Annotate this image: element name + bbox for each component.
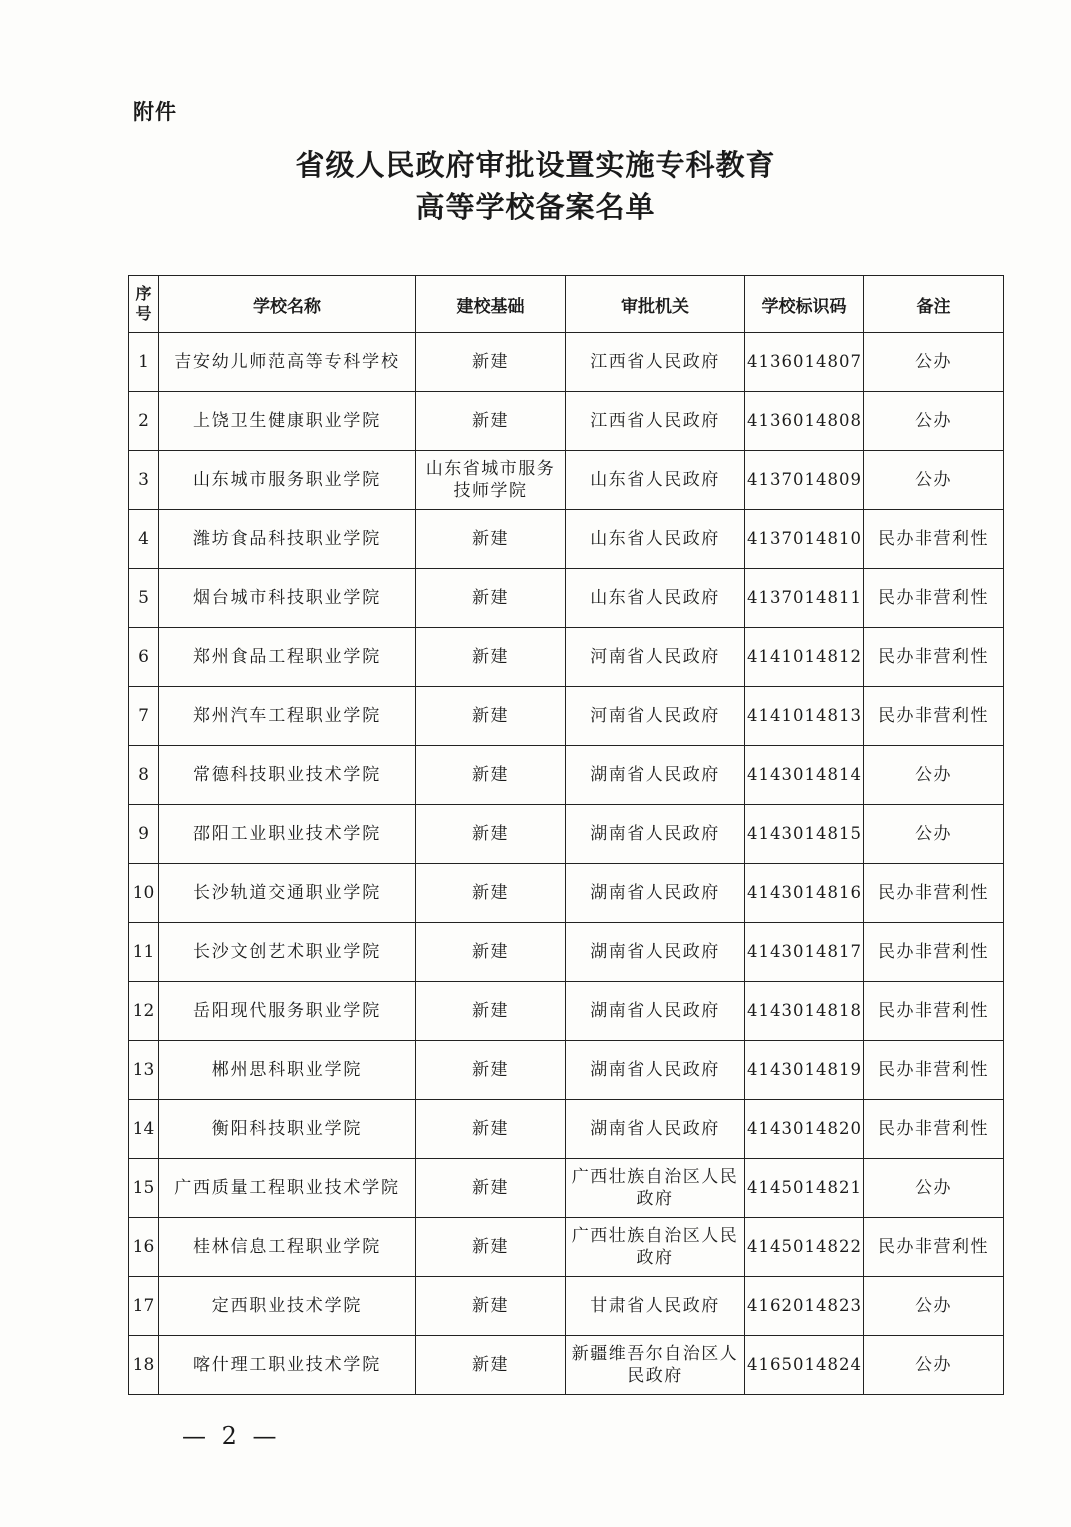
cell-school-code: 4141014812	[745, 628, 864, 687]
table-row	[129, 746, 1004, 805]
cell-remarks: 公办	[864, 333, 1004, 392]
cell-approval-authority: 山东省人民政府	[566, 569, 745, 628]
cell-seq: 8	[129, 746, 159, 805]
table-row	[129, 451, 1004, 510]
header-school-name: 学校名称	[159, 276, 416, 333]
table-body	[129, 333, 1004, 1395]
cell-foundation: 新建	[416, 1159, 566, 1218]
cell-approval-authority: 湖南省人民政府	[566, 1041, 745, 1100]
cell-school-code: 4143014819	[745, 1041, 864, 1100]
table-header-row	[129, 276, 1004, 333]
cell-seq: 14	[129, 1100, 159, 1159]
document-title-line-1: 省级人民政府审批设置实施专科教育	[295, 148, 776, 182]
cell-seq: 10	[129, 864, 159, 923]
cell-remarks: 公办	[864, 1159, 1004, 1218]
cell-seq: 16	[129, 1218, 159, 1277]
cell-school-name: 郑州汽车工程职业学院	[159, 687, 416, 746]
cell-approval-authority: 河南省人民政府	[566, 687, 745, 746]
cell-foundation: 新建	[416, 923, 566, 982]
table-row	[129, 687, 1004, 746]
cell-school-name: 烟台城市科技职业学院	[159, 569, 416, 628]
cell-foundation: 新建	[416, 569, 566, 628]
header-approval-authority: 审批机关	[566, 276, 745, 333]
table-row	[129, 1336, 1004, 1395]
cell-remarks: 民办非营利性	[864, 569, 1004, 628]
cell-approval-authority: 湖南省人民政府	[566, 864, 745, 923]
header-remarks: 备注	[864, 276, 1004, 333]
cell-seq: 13	[129, 1041, 159, 1100]
cell-remarks: 民办非营利性	[864, 982, 1004, 1041]
cell-school-code: 4143014814	[745, 746, 864, 805]
cell-school-name: 常德科技职业技术学院	[159, 746, 416, 805]
cell-school-name: 潍坊食品科技职业学院	[159, 510, 416, 569]
cell-school-code: 4137014809	[745, 451, 864, 510]
cell-foundation: 新建	[416, 510, 566, 569]
cell-approval-authority: 山东省人民政府	[566, 510, 745, 569]
cell-school-code: 4136014808	[745, 392, 864, 451]
header-seq: 序号	[129, 276, 159, 333]
cell-seq: 7	[129, 687, 159, 746]
table-row	[129, 569, 1004, 628]
cell-approval-authority: 江西省人民政府	[566, 333, 745, 392]
cell-remarks: 民办非营利性	[864, 1218, 1004, 1277]
cell-school-code: 4165014824	[745, 1336, 864, 1395]
cell-approval-authority: 湖南省人民政府	[566, 1100, 745, 1159]
table-row	[129, 510, 1004, 569]
cell-remarks: 民办非营利性	[864, 923, 1004, 982]
table-row	[129, 805, 1004, 864]
page-number: — 2 —	[182, 1422, 281, 1450]
table-row	[129, 1277, 1004, 1336]
cell-seq: 9	[129, 805, 159, 864]
cell-school-name: 桂林信息工程职业学院	[159, 1218, 416, 1277]
cell-school-name: 山东城市服务职业学院	[159, 451, 416, 510]
cell-seq: 1	[129, 333, 159, 392]
cell-school-name: 邵阳工业职业技术学院	[159, 805, 416, 864]
cell-remarks: 公办	[864, 1336, 1004, 1395]
cell-foundation: 新建	[416, 864, 566, 923]
cell-foundation: 新建	[416, 1277, 566, 1336]
cell-seq: 17	[129, 1277, 159, 1336]
cell-remarks: 公办	[864, 392, 1004, 451]
school-registry-table	[128, 275, 1004, 1395]
cell-school-name: 广西质量工程职业技术学院	[159, 1159, 416, 1218]
cell-school-name: 长沙轨道交通职业学院	[159, 864, 416, 923]
cell-foundation: 新建	[416, 1041, 566, 1100]
cell-school-name: 郴州思科职业学院	[159, 1041, 416, 1100]
cell-school-code: 4162014823	[745, 1277, 864, 1336]
attachment-label: 附件	[133, 100, 177, 124]
cell-school-name: 长沙文创艺术职业学院	[159, 923, 416, 982]
cell-seq: 18	[129, 1336, 159, 1395]
cell-seq: 3	[129, 451, 159, 510]
cell-school-code: 4145014821	[745, 1159, 864, 1218]
cell-foundation: 新建	[416, 1218, 566, 1277]
cell-approval-authority: 江西省人民政府	[566, 392, 745, 451]
cell-school-name: 吉安幼儿师范高等专科学校	[159, 333, 416, 392]
cell-school-code: 4141014813	[745, 687, 864, 746]
cell-approval-authority: 广西壮族自治区人民政府	[566, 1159, 745, 1218]
cell-school-name: 郑州食品工程职业学院	[159, 628, 416, 687]
cell-foundation: 新建	[416, 1336, 566, 1395]
cell-seq: 15	[129, 1159, 159, 1218]
cell-remarks: 民办非营利性	[864, 510, 1004, 569]
cell-foundation: 新建	[416, 628, 566, 687]
cell-foundation: 新建	[416, 805, 566, 864]
cell-school-name: 定西职业技术学院	[159, 1277, 416, 1336]
cell-school-name: 喀什理工职业技术学院	[159, 1336, 416, 1395]
table-row	[129, 923, 1004, 982]
cell-school-code: 4143014818	[745, 982, 864, 1041]
cell-foundation: 新建	[416, 746, 566, 805]
header-school-code: 学校标识码	[745, 276, 864, 333]
cell-approval-authority: 山东省人民政府	[566, 451, 745, 510]
cell-remarks: 民办非营利性	[864, 687, 1004, 746]
document-title-line-2: 高等学校备案名单	[415, 190, 656, 224]
cell-school-code: 4143014820	[745, 1100, 864, 1159]
cell-school-code: 4143014816	[745, 864, 864, 923]
table-row	[129, 1159, 1004, 1218]
cell-approval-authority: 湖南省人民政府	[566, 805, 745, 864]
table-row	[129, 982, 1004, 1041]
cell-foundation: 新建	[416, 333, 566, 392]
cell-remarks: 民办非营利性	[864, 1100, 1004, 1159]
cell-approval-authority: 湖南省人民政府	[566, 982, 745, 1041]
cell-school-code: 4136014807	[745, 333, 864, 392]
cell-remarks: 民办非营利性	[864, 864, 1004, 923]
header-foundation: 建校基础	[416, 276, 566, 333]
table-row	[129, 392, 1004, 451]
table-row	[129, 1218, 1004, 1277]
cell-seq: 11	[129, 923, 159, 982]
cell-approval-authority: 湖南省人民政府	[566, 746, 745, 805]
table-row	[129, 1041, 1004, 1100]
cell-remarks: 民办非营利性	[864, 628, 1004, 687]
cell-school-name: 衡阳科技职业学院	[159, 1100, 416, 1159]
cell-remarks: 公办	[864, 451, 1004, 510]
cell-school-code: 4145014822	[745, 1218, 864, 1277]
cell-school-code: 4143014815	[745, 805, 864, 864]
cell-remarks: 民办非营利性	[864, 1041, 1004, 1100]
cell-remarks: 公办	[864, 1277, 1004, 1336]
cell-seq: 5	[129, 569, 159, 628]
cell-school-code: 4137014811	[745, 569, 864, 628]
cell-approval-authority: 湖南省人民政府	[566, 923, 745, 982]
cell-school-name: 岳阳现代服务职业学院	[159, 982, 416, 1041]
table-row	[129, 333, 1004, 392]
cell-seq: 12	[129, 982, 159, 1041]
cell-approval-authority: 广西壮族自治区人民政府	[566, 1218, 745, 1277]
cell-remarks: 公办	[864, 805, 1004, 864]
cell-school-name: 上饶卫生健康职业学院	[159, 392, 416, 451]
cell-school-code: 4137014810	[745, 510, 864, 569]
table-row	[129, 1100, 1004, 1159]
table-row	[129, 628, 1004, 687]
cell-school-code: 4143014817	[745, 923, 864, 982]
cell-approval-authority: 新疆维吾尔自治区人民政府	[566, 1336, 745, 1395]
cell-foundation: 山东省城市服务技师学院	[416, 451, 566, 510]
table-row	[129, 864, 1004, 923]
cell-remarks: 公办	[864, 746, 1004, 805]
cell-foundation: 新建	[416, 392, 566, 451]
cell-seq: 2	[129, 392, 159, 451]
cell-approval-authority: 河南省人民政府	[566, 628, 745, 687]
cell-approval-authority: 甘肃省人民政府	[566, 1277, 745, 1336]
cell-foundation: 新建	[416, 687, 566, 746]
cell-foundation: 新建	[416, 982, 566, 1041]
cell-seq: 6	[129, 628, 159, 687]
cell-seq: 4	[129, 510, 159, 569]
cell-foundation: 新建	[416, 1100, 566, 1159]
